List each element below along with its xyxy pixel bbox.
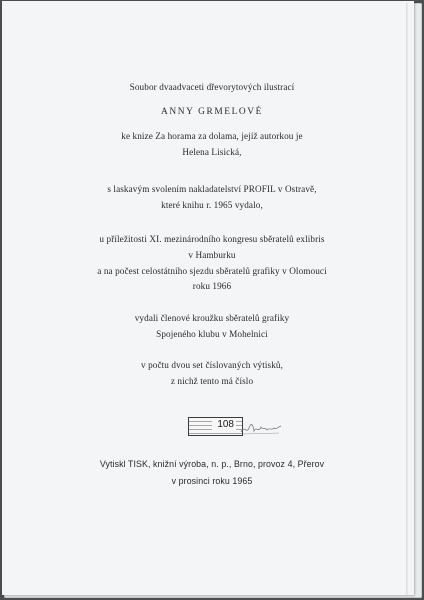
author-name: Helena Lisická, [182, 147, 242, 157]
publisher-permission: s laskavým svolením nakladatelství PROFIL v Ostravě, [107, 184, 317, 194]
artist-name: ANNY GRMELOVÉ [161, 107, 263, 117]
occasion-congress: u příležitosti XI. mezinárodního kongresu sběratelů exlibris [99, 234, 325, 244]
occasion-meeting: a na počest celostátního sjezdu sběratelů grafiky v Olomouci [97, 266, 327, 276]
meeting-year: roku 1966 [192, 281, 232, 291]
copy-number-box [188, 417, 243, 436]
publishers-line: vydali členové kroužku sběratelů grafiky [134, 313, 290, 323]
collection-title: Soubor dvaadvaceti dřevorytových ilustrací [129, 82, 295, 92]
handwritten-signature [240, 422, 282, 436]
copy-number: 108 [212, 419, 236, 430]
edition-size: v počtu dvou set číslovaných výtisků, [140, 360, 283, 370]
copy-number-label: z nichž tento má číslo [170, 376, 254, 386]
print-date: v prosinci roku 1965 [171, 476, 253, 486]
publication-year: které knihu r. 1965 vydalo, [161, 200, 263, 210]
club-name: Spojeného klubu v Mohelnici [156, 329, 268, 339]
congress-city: v Hamburku [188, 250, 236, 260]
book-reference: ke knize Za horama za dolama, jejíž autorkou je [121, 131, 303, 141]
printer-line: Vytiskl TISK, knižní výroba, n. p., Brno, provoz 4, Přerov [99, 459, 325, 469]
